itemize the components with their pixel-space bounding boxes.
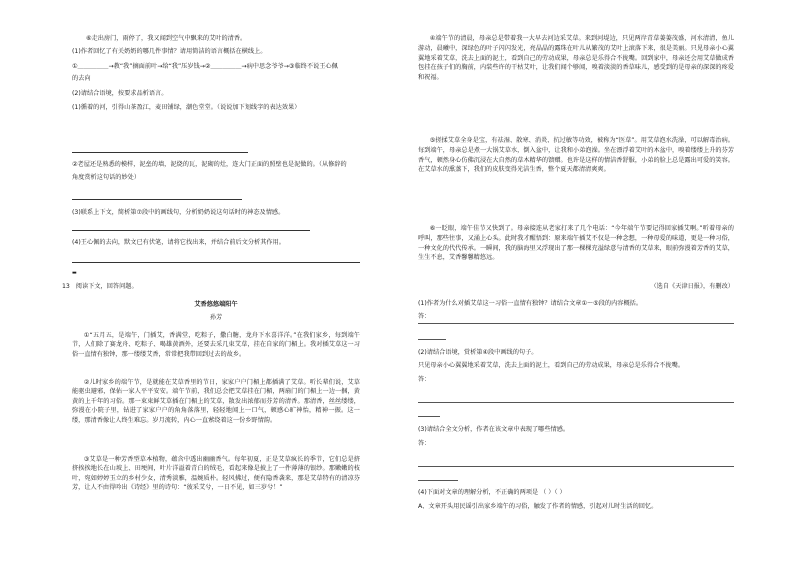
- answer-label: 答：: [418, 440, 431, 447]
- left-item-1: ⑥走出房门，雨停了，我又闻到空气中飘来的艾叶的清香。: [86, 35, 247, 42]
- answer-line: [418, 416, 440, 417]
- question-1: (1)作者为什么对插艾草这一习俗一直情有独钟？请结合文章①～⑤段的内容概括。: [418, 300, 643, 307]
- question-2-quote: 只见母亲小心翼翼地采着艾草，洗去上面的泥土，看到自己的劳动成果，母亲总是乐得合不拢嘴。: [418, 362, 685, 369]
- answer-line: [72, 152, 248, 153]
- article-paragraph-1: ①“五月五，是端午，门插艾，香满堂，吃粽子，撒白糖，龙舟下水喜洋洋。”在我们家乡，每到端午节，人们除了赛龙舟、吃粽子、喝雄黄酒外，还要去采几束艾草，挂在自家的门楣上。我对插艾草这一习俗一直情有独钟，那一缕缕艾香，常常把我带回到过去的故乡。: [72, 332, 360, 358]
- answer-line: [72, 230, 310, 231]
- left-item-4: 的去向: [72, 75, 91, 82]
- left-item-3: ①＿＿＿＿＿→教“我”摘面前叶→给“我”压岁钱→②＿＿＿＿＿→病中思念爷爷→③临终不说王心佩: [72, 63, 338, 70]
- article-paragraph-6: ⑥一眨眼，端午佳节又快到了。母亲接连从老家打来了几个电话：“今年端午节要记得回家插艾啊。”听着母亲的呼叫，那些往事，又涌上心头。此时我才醒悟到：原来端午插艾不仅是一种念想，一种母爱的味道，更是一种习俗，一种文化的代代传承。一瞬间，我的脑海里又浮现出了那一棵棵充溢绿意与清香的艾草来，眼前弥漫着芳香的艾草，生生不息，艾香馨馨精悠远。: [418, 225, 734, 262]
- article-author: 孙芳: [209, 314, 223, 321]
- article-paragraph-2: ②儿时家乡的端午节，是就能在艾草香里的节日，家家户户门楣上都插满了艾草。听长辈们说，艾草能驱虫避邪，保佑一家人平平安安。端午节前，我们总会把艾草挂在门楣，两扇门的门楣上一边一捆，黄黄的上千年的习俗。那一束束鲜艾草插在门楣上的艾草，散发出浓郁而芬芳的清香。那清香，丝丝缕缕，弥漫在小院子里，钻进了家家户户的角角落落里，轻轻地闻上一口气，顿感心旷神怡，精神一振。这一缕，那清香像让人终生难忘。岁月流转，内心一直萦绕着这一份乡野情韵。: [72, 379, 360, 424]
- article-paragraph-3: ③艾草是一种芳香型草本植物，蕴含中透出幽幽香气。每年初夏，正是艾草疯长的季节，它们总是挤挤挨挨地长在山坡上、田埂间，叶片洋溢着青白的绒毛，看起来像是披上了一件薄薄的银纱。那嫩嫩的枝叶，宛如婷婷玉立的乡村少女，清秀淡雅，温婉质朴。轻风拂过，便有隐香袭来，那是艾草特有的清凉芬芳，让人不由得吟出《诗经》里的诗句：“彼采艾兮，一日不见，如三岁兮！”: [72, 456, 360, 492]
- answer-line: [418, 466, 734, 467]
- answer-line: [418, 323, 734, 324]
- question-4: (4)下面对文章的理解分析，不正确的两项是 （ ）（ ）: [418, 489, 566, 496]
- answer-label: 答：: [418, 376, 431, 383]
- article-paragraph-4: ④端午节的清晨，母亲总是带着我一大早去河边采艾草。来到河堤边，只见两岸青草萋萋茂盛，河水清清，鱼儿游动，晨曦中，深绿色的叶子闪闪发光，亮晶晶的露珠在叶儿从繁茂的艾叶上滚落下来，很是美丽。只见母亲小心翼翼地采着艾草，洗去上面的泥土，看到自己的劳动成果，母亲总是乐得合不拢嘴。回到家中，母亲还会用艾草做成香包挂在孩子们的胸前，内装些许的干枯艾叶，让我们闻个够闻，嗅着淡淡的香草味儿，感受到的是母亲的深深的疼爱和祝福。: [418, 35, 734, 82]
- answer-line: [72, 262, 360, 263]
- article-title: 艾香悠悠端阳午: [194, 301, 238, 308]
- stray-mark: ▬: [72, 270, 77, 276]
- left-item-5: (2)请结合语境，按要求品析语言。: [72, 90, 168, 97]
- left-item-6: (1)循着的河，引得山茶盈江，麦田铺绿，潮色堂堂。（说说加下划线字的表达效果）: [72, 104, 301, 111]
- left-item-8: 角度赏析这句话的妙处）: [72, 174, 141, 181]
- option-a: A、文章开头用民谣引出家乡端午的习俗，触发了作者的情感，引起对儿时生活的回忆。: [418, 503, 658, 510]
- answer-line: [418, 339, 446, 340]
- question-2: (2)请结合语境，赏析第④段中画线的句子。: [418, 349, 538, 356]
- left-item-10: (4)王心佩的去向，默文已有伏笔，请将它找出来，并结合前后文分析其作用。: [72, 239, 285, 246]
- answer-line: [418, 402, 734, 403]
- article-paragraph-5: ⑤搓揉艾草全身是宝，有祛湿、散寒、消炎、抗过敏等功效，被称为“医草”。用艾草泡水洗澡，可以解毒治病。每到端午，母亲总是煮一大锅艾草水，倒入盆中，让我和小弟泡澡。坐在漂浮着艾叶的木盆中，嗅着缕缕上升的芬芳香气，顿然身心仿佛沉浸在大自然的草木精华的馈赠。也许是这样的情洁香舒服，小弟的脸上总是露出可爱的笑容。在艾草水的熏蒸下，我们的皮肤变得光洁生香，整个夏天都清清爽爽。: [418, 137, 734, 174]
- article-source: （选自《天津日报》，有删改）: [650, 283, 734, 290]
- answer-line: [72, 199, 242, 200]
- question-number: 13 阅读下文，回答问题。: [62, 283, 138, 290]
- left-item-2: (1)作者回忆了有关奶奶的哪几件事情？请用简洁的语言概括在横线上。: [72, 48, 267, 55]
- left-item-9: (3)联系上下文，简析第⑦段中的画线句，分析奶奶说这句话时的神态及情感。: [72, 209, 285, 216]
- answer-label: 答：: [418, 313, 431, 320]
- left-item-7: ②老屋还是熟悉的模样，泥垒的墙，泥烧的瓦，泥砌的灶，连大门正面的照壁也是泥做的。（从修辞的: [72, 161, 347, 168]
- answer-line: [418, 480, 458, 481]
- question-3: (3)请结合全文分析，作者在该文章中表现了哪些情感。: [418, 426, 570, 433]
